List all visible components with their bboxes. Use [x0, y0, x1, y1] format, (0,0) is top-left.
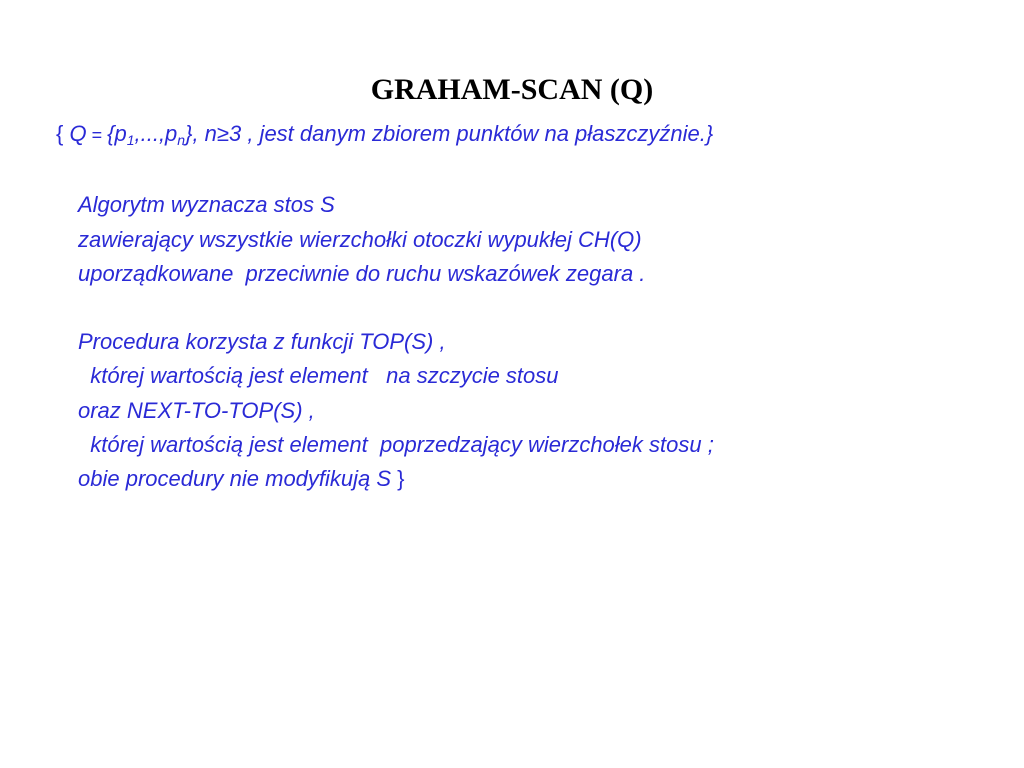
equals-sign: = [86, 125, 108, 145]
paragraph1-line-2: zawierający wszystkie wierzchołki otoczki wypukłej CH(Q) [78, 227, 642, 252]
set-close: }, n [185, 121, 217, 146]
paragraph2-line-2: której wartością jest element na szczycie stosu [78, 363, 559, 388]
set-open: {p [107, 121, 127, 146]
last-line-text: obie procedury nie modyfikują S [78, 466, 398, 491]
paragraph1-line-1: Algorytm wyznacza stos S [78, 192, 335, 217]
subscript-1: 1 [126, 132, 135, 148]
close-brace: } [397, 466, 405, 491]
set-symbol-q: Q [69, 121, 87, 146]
slide-title: GRAHAM-SCAN (Q) [370, 73, 654, 106]
intro-line [56, 120, 713, 149]
paragraph2-line-3: oraz NEXT-TO-TOP(S) , [78, 398, 315, 423]
set-ellipsis: ,...,p [134, 121, 178, 146]
last-line [78, 465, 405, 493]
intro-rest: 3 , jest danym zbiorem punktów na płaszczyźnie.} [228, 121, 714, 146]
geq-symbol: ≥ [216, 121, 229, 146]
paragraph2-line-1: Procedura korzysta z funkcji TOP(S) , [78, 329, 446, 354]
subscript-n: n [177, 132, 186, 148]
open-brace: { [56, 121, 70, 146]
paragraph1-line-3: uporządkowane przeciwnie do ruchu wskazówek zegara . [78, 261, 646, 286]
paragraph2-line-4: której wartością jest element poprzedzający wierzchołek stosu ; [78, 432, 714, 457]
